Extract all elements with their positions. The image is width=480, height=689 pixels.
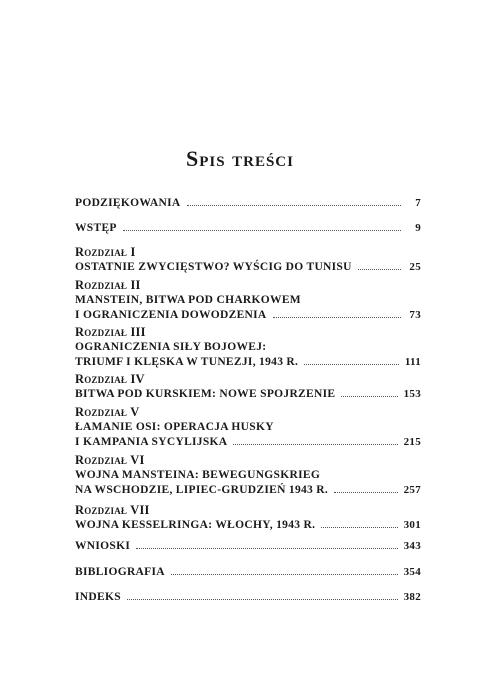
page-title: Spis treści bbox=[186, 146, 294, 171]
dot-leader bbox=[273, 317, 401, 318]
page-number: 343 bbox=[403, 540, 421, 552]
toc-entry bbox=[75, 196, 421, 211]
dot-leader bbox=[358, 269, 401, 270]
toc-entry-title: BIBLIOGRAFIA bbox=[75, 566, 165, 578]
toc-entry bbox=[75, 278, 421, 323]
toc-entry-title: TRIUMF I KLĘSKA W TUNEZJI, 1943 R. bbox=[75, 356, 299, 368]
toc-entry-title-line: WOJNA MANSTEINA: BEWEGUNGSKRIEG bbox=[75, 469, 321, 481]
dot-leader bbox=[187, 205, 402, 206]
toc-entry-title-line: MANSTEIN, BITWA POD CHARKOWEM bbox=[75, 294, 301, 306]
dot-leader bbox=[341, 396, 397, 397]
chapter-number: Rozdział I bbox=[75, 245, 136, 259]
dot-leader bbox=[334, 492, 398, 493]
dot-leader bbox=[123, 230, 401, 231]
page-number: 301 bbox=[403, 519, 421, 531]
toc-entry-title: NA WSCHODZIE, LIPIEC-GRUDZIEŃ 1943 R. bbox=[75, 484, 329, 496]
chapter-number: Rozdział V bbox=[75, 405, 140, 419]
chapter-number: Rozdział VII bbox=[75, 503, 150, 517]
toc-entry-title: WSTĘP bbox=[75, 222, 117, 234]
toc-entry bbox=[75, 565, 421, 580]
toc-entry bbox=[75, 453, 421, 498]
toc-entry-title: WOJNA KESSELRINGA: WŁOCHY, 1943 R. bbox=[75, 519, 316, 531]
dot-leader bbox=[127, 599, 398, 600]
page-number: 382 bbox=[403, 591, 421, 603]
page-number: 111 bbox=[404, 356, 421, 368]
toc-entry bbox=[75, 372, 421, 402]
toc-entry-title: WNIOSKI bbox=[75, 540, 131, 552]
chapter-number: Rozdział VI bbox=[75, 453, 145, 467]
toc-entry-title: I OGRANICZENIA DOWODZENIA bbox=[75, 309, 267, 321]
page-number: 73 bbox=[409, 309, 421, 321]
toc-entry bbox=[75, 503, 421, 533]
page-number: 25 bbox=[409, 261, 421, 273]
toc-entry-title: BITWA POD KURSKIEM: NOWE SPOJRZENIE bbox=[75, 388, 336, 400]
page-number: 153 bbox=[403, 388, 421, 400]
page-number: 9 bbox=[415, 222, 421, 234]
page-number: 7 bbox=[415, 197, 421, 209]
toc-entry bbox=[75, 590, 421, 605]
page-number: 354 bbox=[403, 566, 421, 578]
toc-entry bbox=[75, 539, 421, 554]
toc-entry-title: I KAMPANIA SYCYLIJSKA bbox=[75, 436, 228, 448]
toc-entry-title: INDEKS bbox=[75, 591, 121, 603]
toc-entry-title-line: ŁAMANIE OSI: OPERACJA HUSKY bbox=[75, 421, 274, 433]
dot-leader bbox=[321, 527, 397, 528]
chapter-number: Rozdział IV bbox=[75, 372, 145, 386]
page-number: 257 bbox=[403, 484, 421, 496]
dot-leader bbox=[171, 574, 398, 575]
toc-entry-title: OSTATNIE ZWYCIĘSTWO? WYŚCIG DO TUNISU bbox=[75, 261, 352, 273]
toc-entry bbox=[75, 325, 421, 370]
chapter-number: Rozdział III bbox=[75, 325, 146, 339]
toc-entry bbox=[75, 245, 421, 275]
page-number: 215 bbox=[403, 436, 421, 448]
toc-entry-title-line: OGRANICZENIA SIŁY BOJOWEJ: bbox=[75, 341, 267, 353]
toc-entry bbox=[75, 405, 421, 450]
chapter-number: Rozdział II bbox=[75, 278, 141, 292]
toc-entry bbox=[75, 221, 421, 236]
toc-entry-title: PODZIĘKOWANIA bbox=[75, 197, 181, 209]
dot-leader bbox=[136, 548, 397, 549]
dot-leader bbox=[304, 364, 399, 365]
dot-leader bbox=[233, 444, 397, 445]
